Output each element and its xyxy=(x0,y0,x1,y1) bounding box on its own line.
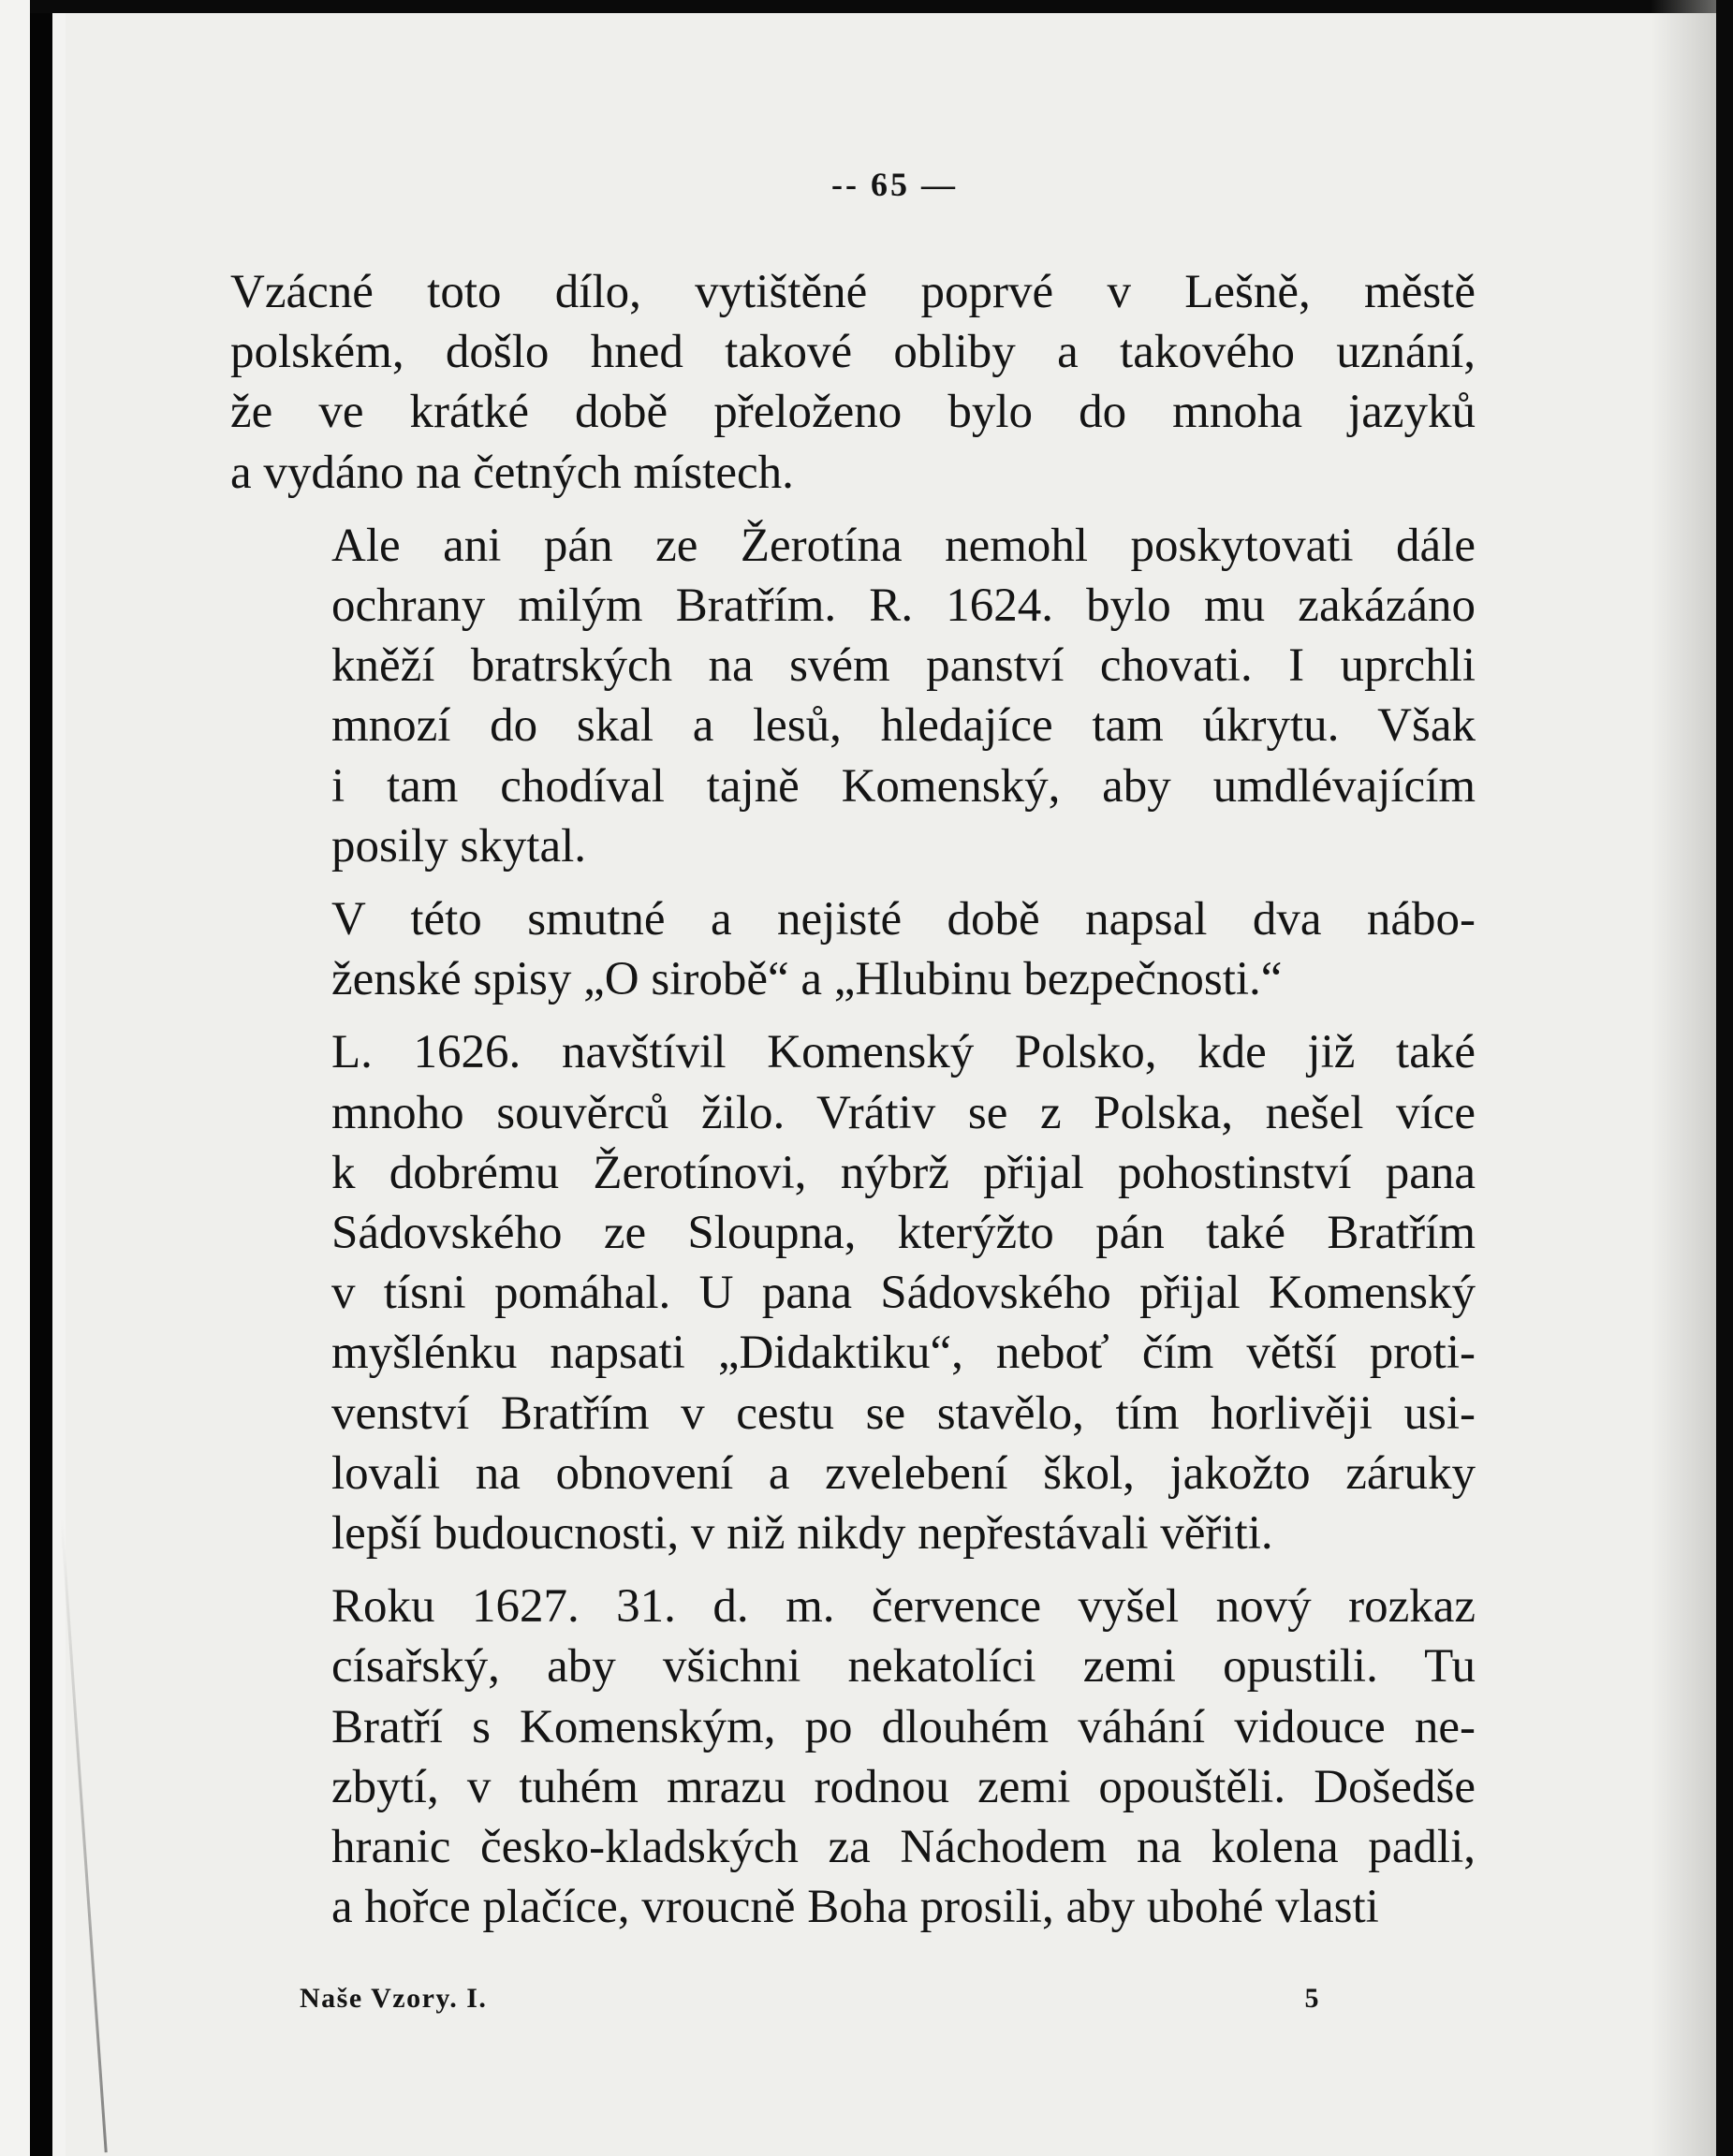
text-line: V této smutné a nejisté době napsal dva nábo- xyxy=(331,893,1476,946)
text-line: i tam chodíval tajně Komenský, aby umdlévajícím xyxy=(331,759,1476,813)
paragraph xyxy=(230,262,1476,503)
text-line: posily skytal. xyxy=(331,819,587,873)
paragraph xyxy=(230,889,1476,1009)
paragraph xyxy=(230,1577,1476,1937)
text-line: Sádovského ze Sloupna, kterýžto pán také Bratřím xyxy=(331,1207,1476,1260)
text-line: myšlénku napsati „Didaktiku“, neboť čím větší proti- xyxy=(331,1327,1476,1380)
footer-series-title: Naše Vzory. I. xyxy=(300,1983,488,2014)
text-line: Vzácné toto dílo, vytištěné poprvé v Lešně, městě xyxy=(230,266,1476,318)
text-line: ochrany milým Bratřím. R. 1624. bylo mu zakázáno xyxy=(331,579,1476,633)
text-line: venství Bratřím v cestu se stavělo, tím horlivěji usi- xyxy=(331,1386,1476,1440)
text-line: císařský, aby všichni nekatolíci zemi opustili. Tu xyxy=(331,1640,1476,1694)
text-line: Roku 1627. 31. d. m. července vyšel nový rozkaz xyxy=(331,1580,1476,1634)
paper-crease xyxy=(60,1518,107,2153)
text-line: lepší budoucnosti, v niž nikdy nepřestávali věřiti. xyxy=(331,1507,1273,1561)
text-line: mnoho souvěrců žilo. Vrátiv se z Polska, nešel více xyxy=(331,1086,1476,1139)
footer-signature-mark: 5 xyxy=(1304,1983,1320,2014)
paragraph xyxy=(230,516,1476,876)
scan-right-border xyxy=(1716,0,1733,2156)
scan-top-border xyxy=(30,0,1733,13)
text-line: Bratří s Komenským, po dlouhém váhání vidouce ne- xyxy=(331,1700,1476,1753)
text-line: kněží bratrských na svém panství chovati. I uprchli xyxy=(331,639,1476,693)
scan-left-border xyxy=(30,0,52,2156)
paragraph xyxy=(230,1022,1476,1563)
text-line: Ale ani pán ze Žerotína nemohl poskytovati dále xyxy=(331,519,1476,572)
text-line: že ve krátké době přeloženo bylo do mnoha jazyků xyxy=(230,386,1476,439)
text-line: hranic česko-kladských za Náchodem na kolena padli, xyxy=(331,1821,1476,1874)
text-line: L. 1626. navštívil Komenský Polsko, kde již také xyxy=(331,1026,1476,1079)
text-line: polském, došlo hned takové obliby a takového uznání, xyxy=(230,326,1476,379)
text-line: lovali na obnovení a zvelebení škol, jakožto záruky xyxy=(331,1446,1476,1500)
text-line: a hořce plačíce, vroucně Boha prosili, aby ubohé vlasti xyxy=(331,1881,1379,1934)
page-number: -- 65 — xyxy=(831,166,958,203)
scan-right-shadow xyxy=(1651,0,1716,2156)
text-line: ženské spisy „O sirobě“ a „Hlubinu bezpečnosti.“ xyxy=(331,953,1283,1006)
text-line: k dobrému Žerotínovi, nýbrž přijal pohostinství pana xyxy=(331,1146,1476,1199)
text-line: a vydáno na četných místech. xyxy=(230,446,794,499)
body-text xyxy=(230,262,1476,1950)
text-line: mnozí do skal a lesů, hledajíce tam úkrytu. Však xyxy=(331,699,1476,753)
text-line: v tísni pomáhal. U pana Sádovského přijal Komenský xyxy=(331,1267,1476,1320)
text-line: zbytí, v tuhém mrazu rodnou zemi opouštěli. Došedše xyxy=(331,1760,1476,1813)
